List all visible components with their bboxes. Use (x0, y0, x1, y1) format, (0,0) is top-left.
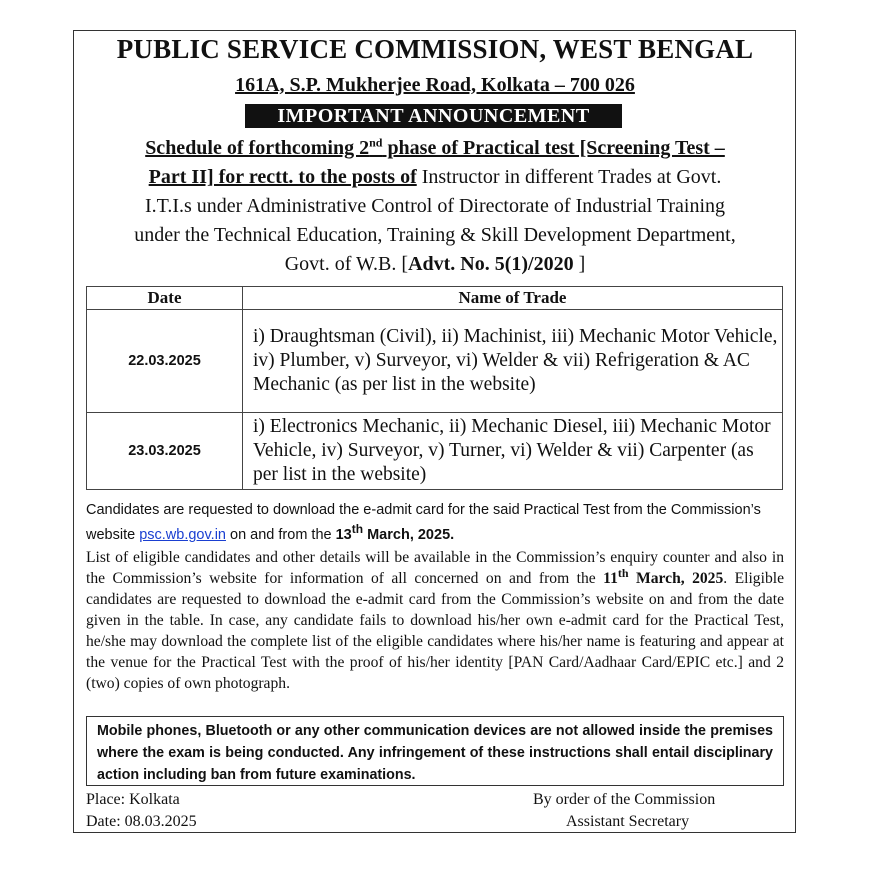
admit-card-note: Candidates are requested to download the e-admit card for the said Practical Test from the Commission’s website psc.wb.gov.in on and from the 13th March, 2025. (86, 502, 761, 543)
commission-address: 161A, S.P. Mukherjee Road, Kolkata – 700 026 (235, 74, 635, 96)
commission-website-link[interactable]: psc.wb.gov.in (139, 527, 226, 543)
trade-schedule-table (86, 286, 783, 490)
table-header-row (87, 287, 783, 310)
schedule-line-5: Govt. of W.B. [Advt. No. 5(1)/2020 ] (284, 253, 586, 275)
device-warning-box: Mobile phones, Bluetooth or any other communication devices are not allowed inside the premises where the exam is being conducted. Any infringement of these instructions shall entail disciplinary action including ban from future examinations. (86, 716, 784, 786)
schedule-line-1: Schedule of forthcoming 2nd phase of Practical test [Screening Test – (145, 135, 725, 159)
header-trade: Name of Trade (243, 287, 783, 310)
footer-signatory: Assistant Secretary (566, 813, 690, 830)
announcement-banner: IMPORTANT ANNOUNCEMENT (245, 104, 622, 128)
commission-title: PUBLIC SERVICE COMMISSION, WEST BENGAL (116, 34, 754, 64)
eligible-candidates-paragraph: List of eligible candidates and other details will be available in the Commission’s enquiry counter and also in the Commission’s website for information of all concerned on and from the 11th March, 2025. Eligible candidates are requested to download the e-admit card from the Commission’s website on and from the date given in the table. In case, any candidate fails to download his/her own e-admit card for the Practical Test, he/she may download the complete list of the eligible candidates where his/her name is featuring and appear at the venue for the Practical Test with the proof of his/her identity [PAN Card/Aadhaar Card/EPIC etc.] and 2 (two) copies of own photograph. (86, 549, 784, 692)
table-row (87, 413, 783, 490)
row-trades: i) Draughtsman (Civil), ii) Machinist, iii) Mechanic Motor Vehicle, iv) Plumber, v) Surveyor, vi) Welder & vii) Refrigeration & AC Mechanic (as per list in the website) (243, 310, 783, 413)
footer-date: Date: 08.03.2025 (86, 813, 197, 830)
row-date: 23.03.2025 (87, 413, 243, 490)
footer-order: By order of the Commission (533, 791, 716, 808)
row-trades: i) Electronics Mechanic, ii) Mechanic Diesel, iii) Mechanic Motor Vehicle, iv) Surveyor, v) Turner, vi) Welder & vii) Carpenter (as per list in the website) (243, 413, 783, 490)
table-row (87, 310, 783, 413)
schedule-line-4: under the Technical Education, Training & Skill Development Department, (134, 224, 736, 246)
header-date: Date (87, 287, 243, 310)
schedule-line-3: I.T.I.s under Administrative Control of Directorate of Industrial Training (144, 195, 726, 217)
row-date: 22.03.2025 (87, 310, 243, 413)
footer-place: Place: Kolkata (86, 791, 180, 808)
schedule-line-2: Part II] for rectt. to the posts of Instructor in different Trades at Govt. (148, 166, 722, 188)
